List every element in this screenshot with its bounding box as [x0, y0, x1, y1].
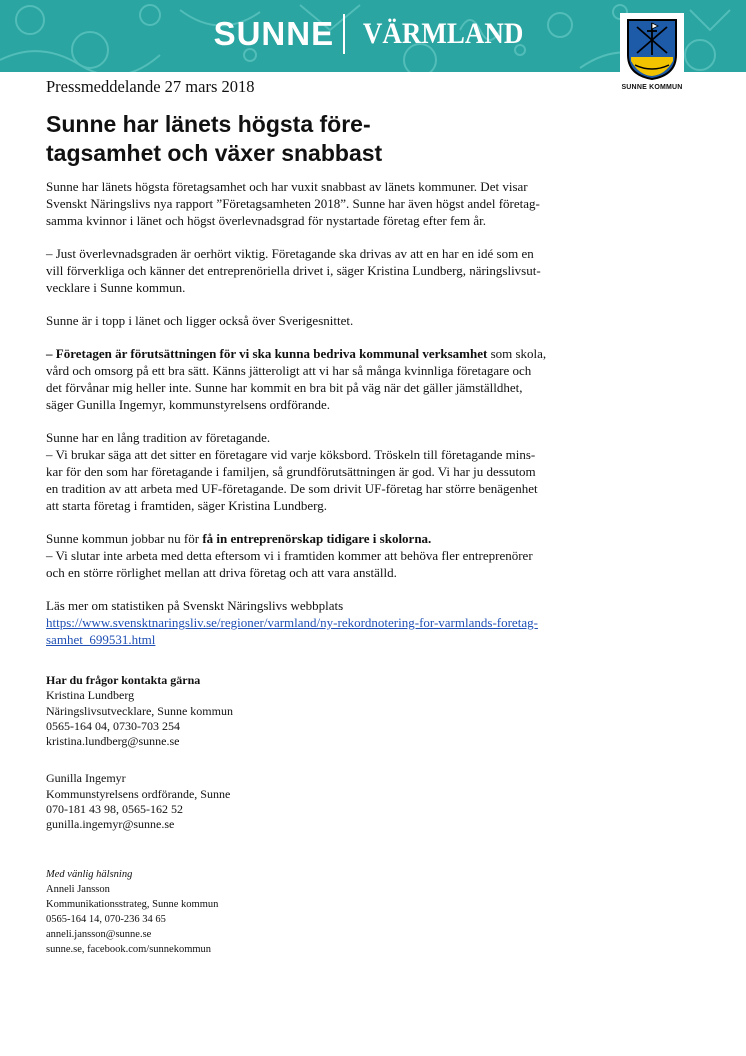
signature-block [46, 867, 218, 957]
text-line: och en större rörlighet mellan att driva företag och att vara anställd. [46, 565, 397, 580]
paragraph-schools [46, 530, 586, 581]
municipality-crest [620, 13, 684, 89]
press-release-date: Pressmeddelande 27 mars 2018 [46, 77, 255, 96]
bold-quote: – Företagen är förutsättningen för vi ska kunna bedriva kommunal verksamhet [46, 346, 488, 361]
sender-name: Anneli Jansson [46, 884, 110, 895]
sender-role: Kommunikationsstrateg, Sunne kommun [46, 899, 219, 910]
text-line: samma kvinnor i länet och högst överlevnadsgrad för nystartade företag efter fem år. [46, 213, 487, 228]
paragraph-ranking [46, 312, 586, 329]
contact-heading [46, 673, 233, 688]
statistics-link[interactable]: https://www.svensktnaringsliv.se/regioner/varmland/ny-rekordnotering-for-varmlands-foretag- [46, 615, 538, 630]
greeting: Med vänlig hälsning [46, 869, 133, 880]
text-line: Sunne har en lång tradition av företagande. [46, 430, 271, 445]
spacer [46, 749, 233, 771]
paragraph-intro [46, 178, 586, 229]
paragraph-quote-lundberg [46, 245, 586, 296]
sender-email: anneli.jansson@sunne.se [46, 929, 152, 940]
sender-phone: 0565-164 14, 070-236 34 65 [46, 914, 166, 925]
brand-divider [343, 14, 345, 54]
paragraph-read-more [46, 597, 586, 648]
text-line: det förvånar mig heller inte. Sunne har kommit en bra bit på väg när det gäller jämställdhet, [46, 380, 523, 395]
article-body [46, 178, 586, 664]
text-run: som skola, [487, 346, 547, 361]
text-line: säger Gunilla Ingemyr, kommunstyrelsens ordförande. [46, 397, 330, 412]
text-line: Läs mer om statistiken på Svenskt Näringslivs webbplats [46, 598, 344, 613]
sender-web: sunne.se, facebook.com/sunnekommun [46, 944, 212, 955]
logo-caption: SUNNE KOMMUN [621, 84, 683, 91]
text-line: att starta företag i framtiden, säger Kristina Lundberg. [46, 498, 327, 513]
contact-role: Näringslivsutvecklare, Sunne kommun [46, 703, 233, 718]
text-line: – Vi brukar säga att det sitter en företagare vid varje köksbord. Tröskeln till företagande mins- [46, 447, 536, 462]
text-line: Sunne har länets högsta företagsamhet och har vuxit snabbast av länets kommuner. Det visar [46, 179, 528, 194]
text-line: – Vi slutar inte arbeta med detta eftersom vi i framtiden kommer att behöva fler entreprenörer [46, 548, 533, 563]
bold-text: få in entreprenörskap tidigare i skolorna. [202, 531, 432, 546]
text-run: Sunne kommun jobbar nu för [46, 531, 203, 546]
title-line: tagsamhet och växer snabbast [46, 140, 383, 166]
text-line: – Just överlevnadsgraden är oerhört viktig. Företagande ska drivas av att en har en idé som en [46, 246, 534, 261]
statistics-link-continued[interactable]: samhet_699531.html [46, 632, 156, 647]
text-line: vård och omsorg på ett bra sätt. Känns jätteroligt att vi har så många kvinnliga företagare och [46, 363, 532, 378]
contact-section [46, 673, 233, 833]
contact-heading-text: Har du frågor kontakta gärna [46, 673, 201, 687]
contact-email: gunilla.ingemyr@sunne.se [46, 817, 175, 832]
text-line: vill förverkliga och känner det entreprenöriella drivet i, säger Kristina Lundberg, näringslivsut- [46, 263, 541, 278]
text-line [46, 345, 586, 362]
text-line [46, 530, 586, 547]
contact-email: kristina.lundberg@sunne.se [46, 734, 180, 749]
contact-name: Kristina Lundberg [46, 688, 135, 703]
contact-phone: 070-181 43 98, 0565-162 52 [46, 802, 183, 817]
brand-right: VÄRMLAND [363, 17, 524, 50]
contact-role: Kommunstyrelsens ordförande, Sunne [46, 786, 231, 801]
paragraph-tradition [46, 429, 586, 514]
text-line: en tradition av att arbeta med UF-företagande. De som drivit UF-företag har större benägenhet [46, 481, 538, 496]
text-line: vecklare i Sunne kommun. [46, 280, 186, 295]
page-title [46, 110, 476, 168]
title-line: Sunne har länets högsta före- [46, 111, 371, 137]
contact-name: Gunilla Ingemyr [46, 771, 126, 786]
text-line: Sunne är i topp i länet och ligger också över Sverigesnittet. [46, 313, 354, 328]
brand-left: SUNNE [213, 15, 335, 52]
paragraph-quote-ingemyr [46, 345, 586, 413]
contact-phone: 0565-164 04, 0730-703 254 [46, 718, 180, 733]
text-line: kar för den som har företagande i familjen, så grundförutsättningen är god. Vi har ju dessutom [46, 464, 536, 479]
text-line: Svenskt Näringslivs nya rapport ”Företagsamheten 2018”. Sunne har även högst andel företag- [46, 196, 540, 211]
crest-icon [625, 17, 679, 81]
